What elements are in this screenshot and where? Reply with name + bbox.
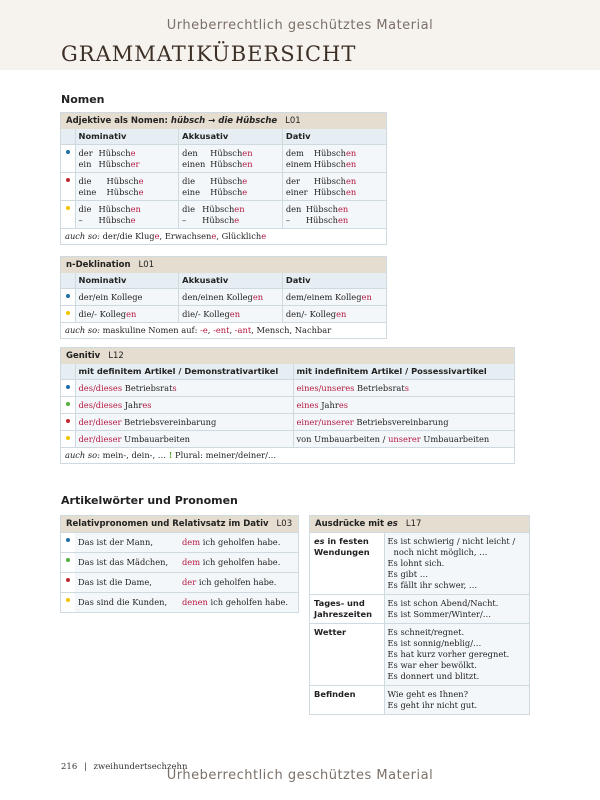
relative-main-clause: Das ist das Mädchen, [75,553,179,573]
table-cell: die Hübschen – Hübsche [179,201,283,229]
column-header: Akkusativ [179,129,283,145]
table-caption: Genitiv L12 [61,348,514,364]
bullet-dot [66,150,70,154]
genitiv-table [61,364,514,447]
table-footnote: auch so: der/die Kluge, Erwachsene, Glückliche [61,228,386,244]
table-caption: Relativpronomen und Relativsatz im Dativ L03 [61,516,298,532]
table-cell: die Hübsche eine Hübsche [75,173,179,201]
bullet-dot [66,294,70,298]
row-examples: Wie geht es Ihnen? Es geht ihr nicht gut. [384,686,529,715]
table-cell: die Hübschen – Hübsche [75,201,179,229]
bullet-cell [61,593,75,613]
table-n-deklination [60,256,387,339]
bullet-cell [61,201,75,229]
ausdruecke-table [310,532,529,714]
table-row [61,414,514,431]
table-caption: n-Deklination L01 [61,257,386,273]
bullet-dot [66,419,70,423]
table-cell: einer/unserer Betriebsvereinbarung [293,414,514,431]
table-relativpronomen [60,515,299,613]
table-cell: eines/unseres Betriebsrats [293,380,514,397]
row-examples: Es schneit/regnet. Es ist sonnig/neblig/… Es hat kurz vorher geregnet. Es war eher bewölkt. Es donnert und blitzt. [384,624,529,686]
relativpronomen-table [61,532,298,612]
bullet-dot [66,538,70,542]
row-label: Tages- und Jahreszeiten [310,595,384,624]
bullet-cell [61,145,75,173]
table-row [61,533,298,553]
table-row [61,553,298,573]
row-examples: Es ist schwierig / nicht leicht / noch nicht möglich, … Es lohnt sich. Es gibt … Es fällt ihr schwer, … [384,533,529,595]
row-label: Wetter [310,624,384,686]
page-number: 216 [61,762,78,772]
bullet-cell [61,431,75,448]
table-row [310,595,529,624]
table-row [61,201,386,229]
relative-clause: dem ich geholfen habe. [179,553,298,573]
bullet-dot [66,436,70,440]
bullet-cell [61,573,75,593]
table-row [310,624,529,686]
column-header: Akkusativ [179,273,283,289]
table-cell: der/dieser Umbauarbeiten [75,431,293,448]
relative-main-clause: Das sind die Kunden, [75,593,179,613]
bullet-dot [66,206,70,210]
section-heading-nomen: Nomen [61,93,105,106]
relative-clause: der ich geholfen habe. [179,573,298,593]
table-cell: die Hübsche eine Hübsche [179,173,283,201]
page-number-words: zweihundertsechzehn [93,762,188,772]
table-genitiv [60,347,515,464]
table-cell: den Hübschen einen Hübschen [179,145,283,173]
column-header: Nominativ [75,273,179,289]
n-deklination-table [61,273,386,322]
page-title: GRAMMATIKÜBERSICHT [61,42,357,66]
watermark-top: Urheberrechtlich geschütztes Material [166,18,434,33]
table-cell: der/dieser Betriebsvereinbarung [75,414,293,431]
table-row [61,573,298,593]
adjektive-table [61,129,386,228]
bullet-dot [66,578,70,582]
column-header: Nominativ [75,129,179,145]
table-cell: die/- Kollegen [179,306,283,323]
bullet-cell [61,397,75,414]
row-examples: Es ist schon Abend/Nacht. Es ist Sommer/Winter/… [384,595,529,624]
column-header: mit definitem Artikel / Demonstrativartikel [75,364,293,380]
exclamation-icon: ! [168,450,173,460]
column-header: mit indefinitem Artikel / Possessivartikel [293,364,514,380]
relative-main-clause: Das ist die Dame, [75,573,179,593]
bullet-dot [66,385,70,389]
bullet-dot [66,178,70,182]
table-cell: eines Jahres [293,397,514,414]
table-cell: der/ein Kollege [75,289,179,306]
table-cell: des/dieses Jahres [75,397,293,414]
bullet-cell [61,289,75,306]
relative-clause: dem ich geholfen habe. [179,533,298,553]
table-row [61,173,386,201]
table-footnote: auch so: mein-, dein-, … ! Plural: meiner/deiner/… [61,447,514,463]
bullet-dot [66,402,70,406]
table-row [310,533,529,595]
table-cell: der Hübschen einer Hübschen [282,173,386,201]
bullet-cell [61,414,75,431]
table-caption: Ausdrücke mit es L17 [310,516,529,532]
column-header: Dativ [282,273,386,289]
table-row [61,397,514,414]
table-adjektive-als-nomen [60,112,387,245]
relative-clause: denen ich geholfen habe. [179,593,298,613]
table-cell: von Umbauarbeiten / unserer Umbauarbeiten [293,431,514,448]
row-label: es in festen Wendungen [310,533,384,595]
relative-main-clause: Das ist der Mann, [75,533,179,553]
column-header: Dativ [282,129,386,145]
watermark-bottom: Urheberrechtlich geschütztes Material [166,768,434,783]
table-cell: des/dieses Betriebsrats [75,380,293,397]
page-footer: 216 | zweihundertsechzehn [61,762,188,772]
row-label: Befinden [310,686,384,715]
bullet-cell [61,533,75,553]
table-cell: dem/einem Kollegen [282,289,386,306]
table-row [61,306,386,323]
table-footnote: auch so: maskuline Nomen auf: -e, -ent, -ant, Mensch, Nachbar [61,322,386,338]
bullet-cell [61,173,75,201]
bullet-dot [66,311,70,315]
bullet-dot [66,558,70,562]
bullet-cell [61,306,75,323]
table-row [310,686,529,715]
table-cell: dem Hübschen einem Hübschen [282,145,386,173]
table-cell: der Hübsche ein Hübscher [75,145,179,173]
section-heading-artikelwoerter: Artikelwörter und Pronomen [61,494,238,507]
table-caption: Adjektive als Nomen: hübsch → die Hübsche L01 [61,113,386,129]
bullet-cell [61,380,75,397]
table-row [61,289,386,306]
table-cell: den/einen Kollegen [179,289,283,306]
table-cell: den Hübschen – Hübschen [282,201,386,229]
table-row [61,380,514,397]
table-row [61,145,386,173]
table-row [61,431,514,448]
table-cell: die/- Kollegen [75,306,179,323]
bullet-cell [61,553,75,573]
table-row [61,593,298,613]
table-cell: den/- Kollegen [282,306,386,323]
bullet-dot [66,598,70,602]
table-ausdruecke-mit-es [309,515,530,715]
